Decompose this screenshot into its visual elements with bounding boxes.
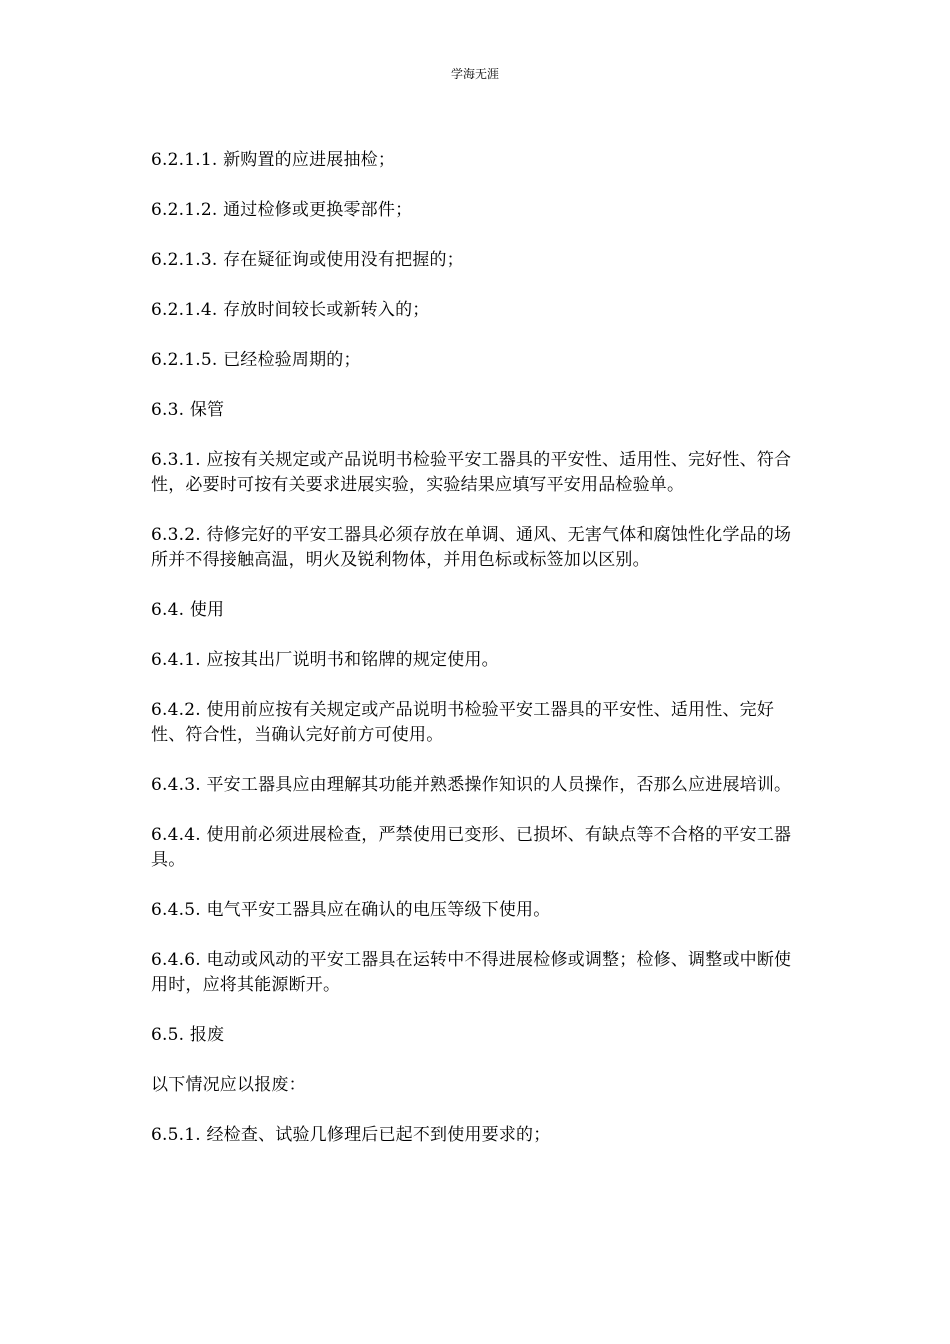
paragraph-6-4-3: 6.4.3. 平安工器具应由理解其功能并熟悉操作知识的人员操作，否那么应进展培训。 bbox=[151, 775, 792, 795]
document-body bbox=[151, 148, 796, 1173]
page-header: 学海无涯 bbox=[450, 67, 499, 81]
section-heading-6-3: 6.3. 保管 bbox=[151, 400, 225, 420]
paragraph-6-5-1: 6.5.1. 经检查、试验几修理后已起不到使用要求的； bbox=[151, 1125, 551, 1145]
paragraph-6-2-1-4: 6.2.1.4. 存放时间较长或新转入的； bbox=[151, 300, 430, 320]
section-heading-6-5: 6.5. 报废 bbox=[151, 1025, 225, 1045]
paragraph-6-2-1-1: 6.2.1.1. 新购置的应进展抽检； bbox=[151, 150, 396, 170]
paragraph-6-4-2: 6.4.2. 使用前应按有关规定或产品说明书检验平安工器具的平安性、适用性、完好性、符合性，当确认完好前方可使用。 bbox=[151, 700, 775, 745]
paragraph-6-3-1: 6.3.1. 应按有关规定或产品说明书检验平安工器具的平安性、适用性、完好性、符合性，必要时可按有关要求进展实验，实验结果应填写平安用品检验单。 bbox=[151, 450, 792, 495]
paragraph-6-4-6: 6.4.6. 电动或风动的平安工器具在运转中不得进展检修或调整；检修、调整或中断使用时，应将其能源断开。 bbox=[151, 950, 792, 995]
paragraph-6-2-1-5: 6.2.1.5. 已经检验周期的； bbox=[151, 350, 361, 370]
paragraph-6-4-1: 6.4.1. 应按其出厂说明书和铭牌的规定使用。 bbox=[151, 650, 499, 670]
paragraph-6-4-5: 6.4.5. 电气平安工器具应在确认的电压等级下使用。 bbox=[151, 900, 551, 920]
paragraph-6-2-1-3: 6.2.1.3. 存在疑征询或使用没有把握的； bbox=[151, 250, 464, 270]
paragraph-6-4-4: 6.4.4. 使用前必须进展检查，严禁使用已变形、已损坏、有缺点等不合格的平安工器具。 bbox=[151, 825, 792, 870]
paragraph-6-3-2: 6.3.2. 待修完好的平安工器具必须存放在单调、通风、无害气体和腐蚀性化学品的场所并不得接触高温，明火及锐利物体，并用色标或标签加以区别。 bbox=[151, 525, 792, 570]
paragraph-scrap-intro: 以下情况应以报废： bbox=[151, 1075, 306, 1095]
paragraph-6-2-1-2: 6.2.1.2. 通过检修或更换零部件； bbox=[151, 200, 413, 220]
section-heading-6-4: 6.4. 使用 bbox=[151, 600, 225, 620]
